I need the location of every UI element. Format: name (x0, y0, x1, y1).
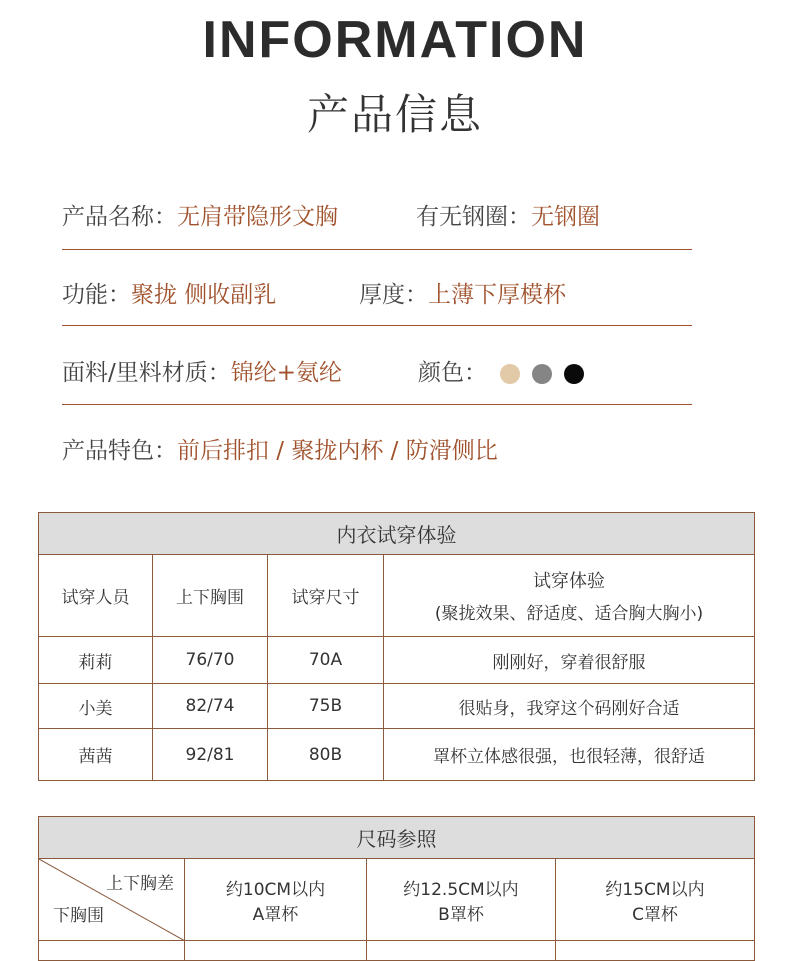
fabric-value: 锦纶+氨纶 (230, 360, 343, 386)
thickness-label: 厚度： (359, 282, 428, 308)
tester-name: 茜茜 (39, 729, 153, 781)
info-row-fabric (62, 354, 692, 387)
header-experience-sub: (聚拢效果、舒适度、适合胸大胸小) (434, 604, 704, 624)
trial-table-title: 内衣试穿体验 (39, 513, 755, 555)
cup-label: B罩杯 (438, 904, 484, 925)
function-label: 功能： (62, 282, 131, 308)
size-table-title: 尺码参照 (39, 817, 755, 859)
color-swatch[interactable] (564, 364, 584, 384)
corner-top-label: 上下胸差 (106, 874, 174, 894)
header-tester: 试穿人员 (39, 555, 153, 637)
table-row (39, 684, 755, 729)
table-cell (367, 941, 556, 961)
table-row (39, 637, 755, 684)
wire-label: 有无钢圈： (416, 204, 531, 230)
bust-value: 82/74 (153, 684, 268, 729)
header-experience (384, 555, 755, 637)
bust-value: 76/70 (153, 637, 268, 684)
color-swatch[interactable] (532, 364, 552, 384)
color-label: 颜色： (418, 360, 487, 386)
color-swatches (500, 360, 596, 386)
cup-range: 约15CM以内 (605, 879, 705, 900)
table-cell (39, 941, 185, 961)
feature-label: 产品特色： (62, 438, 177, 464)
size-table (38, 816, 755, 961)
feature-value: 前后排扣 / 聚拢内杯 / 防滑侧比 (177, 438, 498, 464)
size-value: 70A (268, 637, 384, 684)
cup-col-c (556, 859, 755, 941)
divider (62, 404, 692, 405)
bust-value: 92/81 (153, 729, 268, 781)
fabric-label: 面料/里料材质： (62, 360, 231, 386)
cup-range: 约12.5CM以内 (403, 879, 519, 900)
wire-value: 无钢圈 (531, 204, 600, 230)
title-english: INFORMATION (202, 11, 588, 69)
header-bust: 上下胸围 (153, 555, 268, 637)
thickness-value: 上薄下厚模杯 (428, 282, 566, 308)
header-experience-main: 试穿体验 (533, 571, 605, 592)
experience-value: 很贴身，我穿这个码刚好合适 (384, 684, 755, 729)
name-label: 产品名称： (62, 204, 177, 230)
cup-col-b (367, 859, 556, 941)
trial-table (38, 512, 755, 781)
name-value: 无肩带隐形文胸 (177, 204, 338, 230)
size-corner-cell (39, 859, 185, 941)
divider (62, 325, 692, 326)
info-row-feature (62, 432, 742, 465)
table-cell (556, 941, 755, 961)
cup-label: C罩杯 (632, 904, 678, 925)
title-chinese: 产品信息 (306, 90, 483, 139)
info-row-function (62, 276, 692, 309)
header-size: 试穿尺寸 (268, 555, 384, 637)
color-swatch[interactable] (500, 364, 520, 384)
cup-label: A罩杯 (252, 904, 299, 925)
size-value: 75B (268, 684, 384, 729)
cup-range: 约10CM以内 (225, 879, 326, 900)
size-value: 80B (268, 729, 384, 781)
experience-value: 刚刚好，穿着很舒服 (384, 637, 755, 684)
tester-name: 莉莉 (39, 637, 153, 684)
table-cell (185, 941, 367, 961)
corner-bottom-label: 下胸围 (53, 906, 104, 926)
experience-value: 罩杯立体感很强，也很轻薄，很舒适 (384, 729, 755, 781)
info-row-name (62, 198, 692, 231)
divider (62, 249, 692, 250)
cup-col-a (185, 859, 367, 941)
tester-name: 小美 (39, 684, 153, 729)
table-row (39, 729, 755, 781)
function-value: 聚拢 侧收副乳 (131, 282, 277, 308)
